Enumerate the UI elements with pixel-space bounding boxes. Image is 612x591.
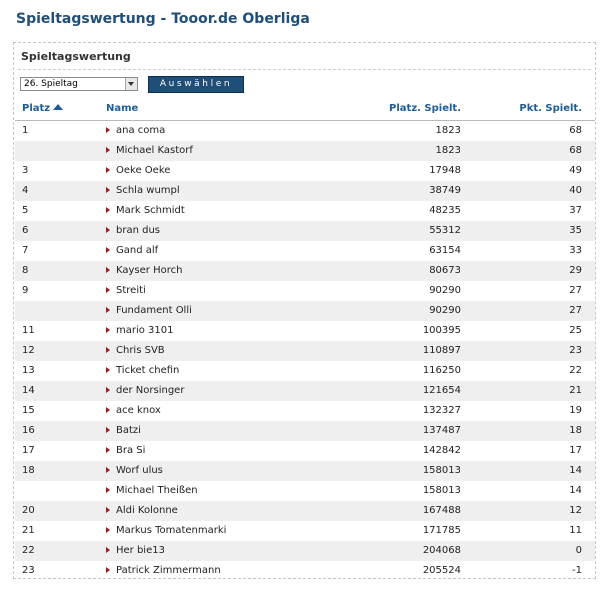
table-row	[15, 161, 595, 181]
player-name: Kayser Horch	[116, 265, 183, 276]
cell-pkt-spielt: 68	[569, 145, 582, 156]
cell-pkt-spielt: 19	[569, 405, 582, 416]
table-row	[15, 241, 595, 261]
cell-platz-spielt: 116250	[422, 365, 461, 376]
sort-ascending-icon	[53, 104, 63, 110]
cell-platz-spielt: 137487	[422, 425, 461, 436]
cell-pkt-spielt: 14	[569, 485, 582, 496]
cell-platz-spielt: 158013	[422, 465, 461, 476]
cell-platz: 11	[22, 325, 35, 336]
cell-pkt-spielt: 18	[569, 425, 582, 436]
cell-platz-spielt: 1823	[435, 125, 461, 136]
cell-platz: 7	[22, 245, 29, 256]
player-name: Mark Schmidt	[116, 205, 185, 216]
player-name: Michael Theißen	[116, 485, 198, 496]
player-link[interactable]	[106, 465, 163, 477]
cell-platz-spielt: 1823	[435, 145, 461, 156]
table-row	[15, 281, 595, 301]
ranking-panel	[13, 42, 596, 579]
cell-pkt-spielt: 40	[569, 185, 582, 196]
table-row	[15, 521, 595, 541]
player-link[interactable]	[106, 565, 221, 577]
cell-platz: 8	[22, 265, 29, 276]
player-link[interactable]	[106, 305, 192, 317]
matchday-select[interactable]	[20, 77, 138, 91]
cell-pkt-spielt: 68	[569, 125, 582, 136]
cell-pkt-spielt: 33	[569, 245, 582, 256]
player-link[interactable]	[106, 365, 179, 377]
player-link[interactable]	[106, 425, 141, 437]
table-row	[15, 321, 595, 341]
table-row	[15, 501, 595, 521]
cell-platz-spielt: 17948	[429, 165, 461, 176]
table-row	[15, 561, 595, 581]
select-button[interactable]: Auswählen	[148, 76, 244, 93]
cell-pkt-spielt: 12	[569, 505, 582, 516]
table-row	[15, 261, 595, 281]
table-row	[15, 361, 595, 381]
table-row	[15, 421, 595, 441]
cell-pkt-spielt: 22	[569, 365, 582, 376]
table-row	[15, 121, 595, 141]
table-row	[15, 381, 595, 401]
cell-platz: 14	[22, 385, 35, 396]
cell-platz-spielt: 132327	[422, 405, 461, 416]
panel-divider	[18, 69, 591, 70]
cell-platz-spielt: 90290	[429, 305, 461, 316]
cell-platz: 6	[22, 225, 29, 236]
cell-platz: 18	[22, 465, 35, 476]
cell-platz-spielt: 80673	[429, 265, 461, 276]
player-name: Oeke Oeke	[116, 165, 171, 176]
table-row	[15, 221, 595, 241]
table-row	[15, 441, 595, 461]
table-row	[15, 541, 595, 561]
player-link[interactable]	[106, 505, 178, 517]
cell-platz: 4	[22, 185, 29, 196]
cell-platz-spielt: 100395	[422, 325, 461, 336]
player-name: bran dus	[116, 225, 160, 236]
table-row	[15, 201, 595, 221]
cell-pkt-spielt: 29	[569, 265, 582, 276]
column-header-platz-spielt[interactable]: Platz. Spielt.	[389, 103, 461, 114]
cell-platz-spielt: 55312	[429, 225, 461, 236]
column-header-pkt-spielt[interactable]: Pkt. Spielt.	[519, 103, 582, 114]
table-row	[15, 181, 595, 201]
column-header-platz[interactable]: Platz	[22, 103, 63, 114]
cell-platz-spielt: 121654	[422, 385, 461, 396]
player-link[interactable]	[106, 185, 180, 197]
player-link[interactable]	[106, 205, 185, 217]
table-row	[15, 461, 595, 481]
player-name: Gand alf	[116, 245, 159, 256]
cell-platz: 16	[22, 425, 35, 436]
player-name: Streiti	[116, 285, 146, 296]
cell-platz-spielt: 142842	[422, 445, 461, 456]
panel-title: Spieltagswertung	[21, 50, 131, 63]
cell-platz: 1	[22, 125, 29, 136]
cell-platz-spielt: 158013	[422, 485, 461, 496]
player-link[interactable]	[106, 405, 161, 417]
cell-platz: 20	[22, 505, 35, 516]
cell-platz: 23	[22, 565, 35, 576]
player-link[interactable]	[106, 165, 170, 177]
player-name: mario 3101	[116, 325, 174, 336]
player-name: ana coma	[116, 125, 166, 136]
table-header	[15, 100, 595, 121]
player-name: der Norsinger	[116, 385, 185, 396]
table-row	[15, 141, 595, 161]
cell-pkt-spielt: 27	[569, 305, 582, 316]
cell-pkt-spielt: 11	[569, 525, 582, 536]
player-link[interactable]	[106, 285, 146, 297]
page-title: Spieltagswertung - Tooor.de Oberliga	[16, 11, 310, 27]
player-link[interactable]	[106, 265, 182, 277]
player-name: Bra Si	[116, 445, 146, 456]
table-row	[15, 401, 595, 421]
cell-platz: 15	[22, 405, 35, 416]
chevron-down-icon[interactable]	[125, 78, 137, 90]
player-name: Chris SVB	[116, 345, 165, 356]
cell-platz-spielt: 90290	[429, 285, 461, 296]
player-name: Batzi	[116, 425, 141, 436]
cell-platz: 17	[22, 445, 35, 456]
cell-pkt-spielt: 35	[569, 225, 582, 236]
player-name: Michael Kastorf	[116, 145, 193, 156]
player-link[interactable]	[106, 445, 145, 457]
cell-pkt-spielt: 14	[569, 465, 582, 476]
cell-pkt-spielt: 17	[569, 445, 582, 456]
player-name: Ticket chefin	[116, 365, 180, 376]
cell-platz-spielt: 171785	[422, 525, 461, 536]
table-row	[15, 341, 595, 361]
player-name: Her bie13	[116, 545, 165, 556]
player-link[interactable]	[106, 145, 193, 157]
player-link[interactable]	[106, 545, 165, 557]
player-link[interactable]	[106, 125, 165, 137]
cell-platz: 3	[22, 165, 29, 176]
cell-pkt-spielt: -1	[572, 565, 582, 576]
cell-pkt-spielt: 37	[569, 205, 582, 216]
cell-pkt-spielt: 49	[569, 165, 582, 176]
cell-pkt-spielt: 23	[569, 345, 582, 356]
column-header-name[interactable]: Name	[106, 103, 139, 114]
cell-platz: 21	[22, 525, 35, 536]
cell-platz: 13	[22, 365, 35, 376]
player-link[interactable]	[106, 325, 174, 337]
cell-pkt-spielt: 27	[569, 285, 582, 296]
cell-pkt-spielt: 0	[575, 545, 582, 556]
player-link[interactable]	[106, 485, 198, 497]
cell-platz-spielt: 63154	[429, 245, 461, 256]
ranking-table	[15, 100, 595, 581]
cell-platz: 9	[22, 285, 29, 296]
matchday-select-value: 26. Spieltag	[24, 79, 78, 89]
cell-platz: 12	[22, 345, 35, 356]
cell-platz-spielt: 205524	[422, 565, 461, 576]
table-row	[15, 301, 595, 321]
table-body	[15, 121, 595, 581]
player-link[interactable]	[106, 225, 160, 237]
cell-platz-spielt: 48235	[429, 205, 461, 216]
player-link[interactable]	[106, 245, 158, 257]
cell-platz: 5	[22, 205, 29, 216]
player-name: Aldi Kolonne	[116, 505, 178, 516]
cell-platz: 22	[22, 545, 35, 556]
cell-platz-spielt: 38749	[429, 185, 461, 196]
player-name: Patrick Zimmermann	[116, 565, 221, 576]
player-link[interactable]	[106, 345, 165, 357]
cell-platz-spielt: 110897	[422, 345, 461, 356]
player-name: Worf ulus	[116, 465, 163, 476]
player-name: Schla wumpl	[116, 185, 180, 196]
cell-platz-spielt: 204068	[422, 545, 461, 556]
player-link[interactable]	[106, 385, 184, 397]
player-name: Markus Tomatenmarki	[116, 525, 227, 536]
player-name: ace knox	[116, 405, 161, 416]
cell-pkt-spielt: 25	[569, 325, 582, 336]
player-link[interactable]	[106, 525, 226, 537]
player-name: Fundament Olli	[116, 305, 192, 316]
cell-platz-spielt: 167488	[422, 505, 461, 516]
cell-pkt-spielt: 21	[569, 385, 582, 396]
table-row	[15, 481, 595, 501]
